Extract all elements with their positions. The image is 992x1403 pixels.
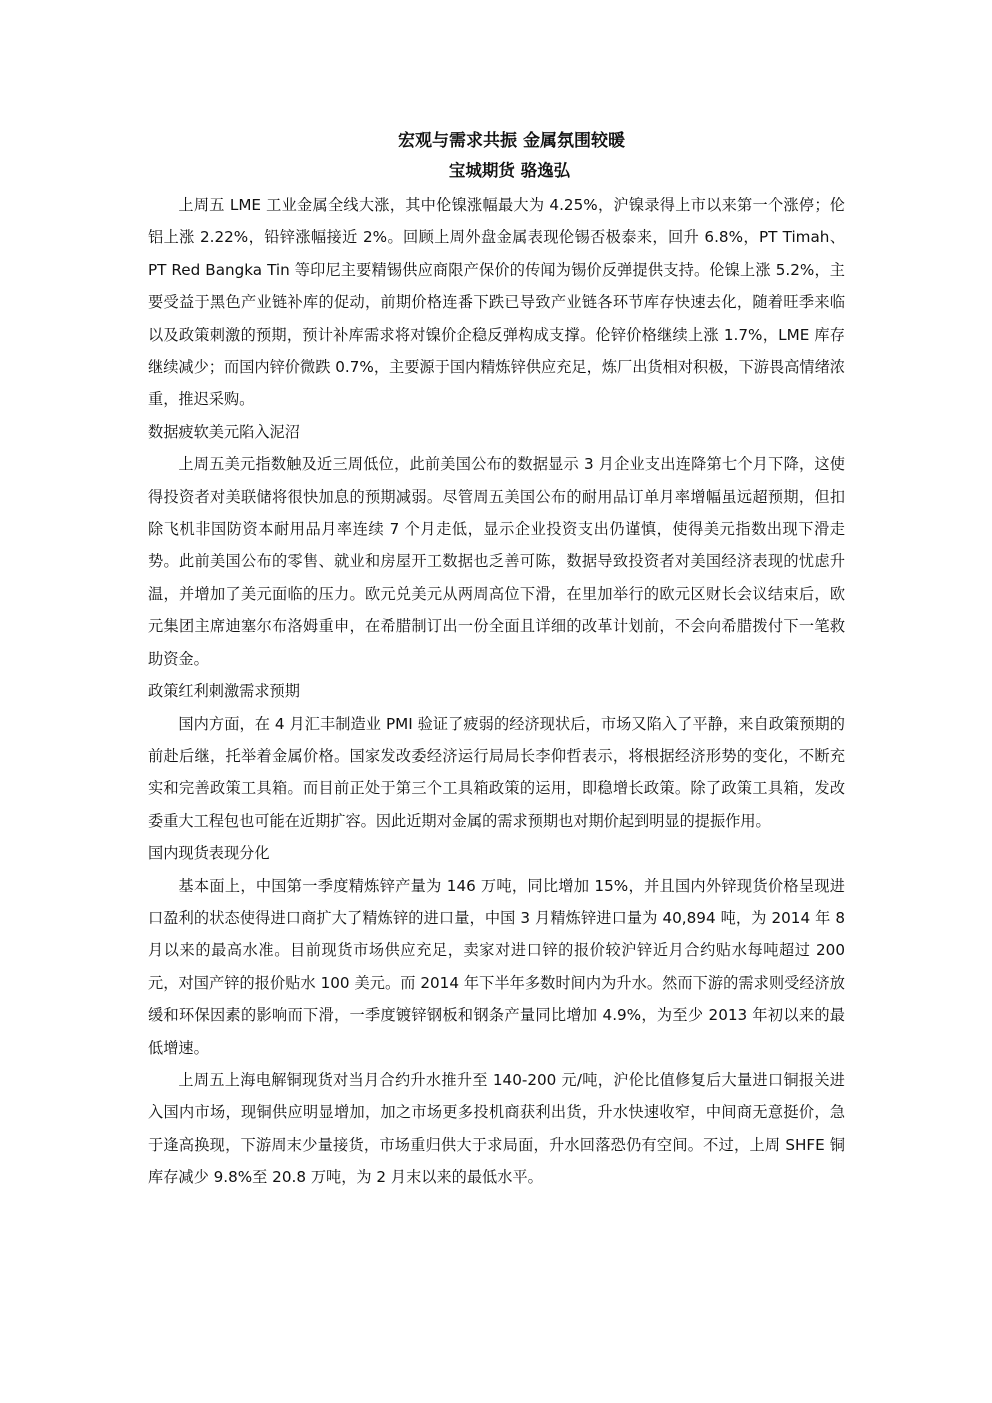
paragraph-policy: 国内方面，在 4 月汇丰制造业 PMI 验证了疲弱的经济现状后，市场又陷入了平静，来自政策预期的前赴后继，托举着金属价格。国家发改委经济运行局局长李仰哲表示，将根据经济形势的变化，不断充实和完善政策工具箱。而目前正处于第三个工具箱政策的运用，即稳增长政策。除了政策工具箱，发改委重大工程包也可能在近期扩容。因此近期对金属的需求预期也对期价起到明显的提振作用。	[148, 714, 845, 830]
document-author: 宝城期货 骆逸弘	[448, 161, 571, 180]
paragraph-market-overview: 上周五 LME 工业金属全线大涨，其中伦镍涨幅最大为 4.25%，沪镍录得上市以来第一个涨停；伦铝上涨 2.22%，铅锌涨幅接近 2%。回顾上周外盘金属表现伦锡否极泰来，回升 6.8%，PT Timah、PT Red Bangka Tin 等印尼主要精锡供应商限产保价的传闻为锡价反弹提供支持。伦镍上涨 5.2%，主要受益于黑色产业链补库的促动，前期价格连番下跌已导致产业链各环节库存快速去化，随着旺季来临以及政策刺激的预期，预计补库需求将对镍价企稳反弹构成支撑。伦锌价格继续上涨 1.7%，LME 库存继续减少；而国内锌价微跌 0.7%，主要源于国内精炼锌供应充足，炼厂出货相对积极，下游畏高情绪浓重，推迟采购。	[148, 196, 845, 409]
section-heading-usd: 数据疲软美元陷入泥沼	[148, 422, 300, 441]
document-page	[148, 126, 845, 1194]
paragraph-copper-spot: 上周五上海电解铜现货对当月合约升水推升至 140-200 元/吨，沪伦比值修复后大量进口铜报关进入国内市场，现铜供应明显增加，加之市场更多投机商获利出货，升水快速收窄，中间商无意挺价，急于逢高换现，下游周末少量接货，市场重归供大于求局面，升水回落恐仍有空间。不过，上周 SHFE 铜库存减少 9.8%至 20.8 万吨，为 2 月末以来的最低水平。	[148, 1070, 845, 1187]
section-heading-spot: 国内现货表现分化	[148, 844, 270, 863]
document-title: 宏观与需求共振 金属氛围较暖	[398, 131, 625, 151]
section-heading-policy: 政策红利刺激需求预期	[148, 682, 300, 701]
paragraph-usd: 上周五美元指数触及近三周低位，此前美国公布的数据显示 3 月企业支出连降第七个月下降，这使得投资者对美联储将很快加息的预期减弱。尽管周五美国公布的耐用品订单月率增幅虽远超预期，但扣除飞机非国防资本耐用品月率连续 7 个月走低，显示企业投资支出仍谨慎，使得美元指数出现下滑走势。此前美国公布的零售、就业和房屋开工数据也乏善可陈，数据导致投资者对美国经济表现的忧虑升温，并增加了美元面临的压力。欧元兑美元从两周高位下滑，在里加举行的欧元区财长会议结束后，欧元集团主席迪塞尔布洛姆重申，在希腊制订出一份全面且详细的改革计划前，不会向希腊拨付下一笔救助资金。	[148, 455, 845, 668]
paragraph-zinc-spot: 基本面上，中国第一季度精炼锌产量为 146 万吨，同比增加 15%，并且国内外锌现货价格呈现进口盈利的状态使得进口商扩大了精炼锌的进口量，中国 3 月精炼锌进口量为 40,894 吨，为 2014 年 8 月以来的最高水准。目前现货市场供应充足，卖家对进口锌的报价较沪锌近月合约贴水每吨超过 200 元，对国产锌的报价贴水 100 美元。而 2014 年下半年多数时间内为升水。然而下游的需求则受经济放缓和环保因素的影响而下滑，一季度镀锌钢板和钢条产量同比增加 4.9%，为至少 2013 年初以来的最低增速。	[148, 876, 845, 1057]
